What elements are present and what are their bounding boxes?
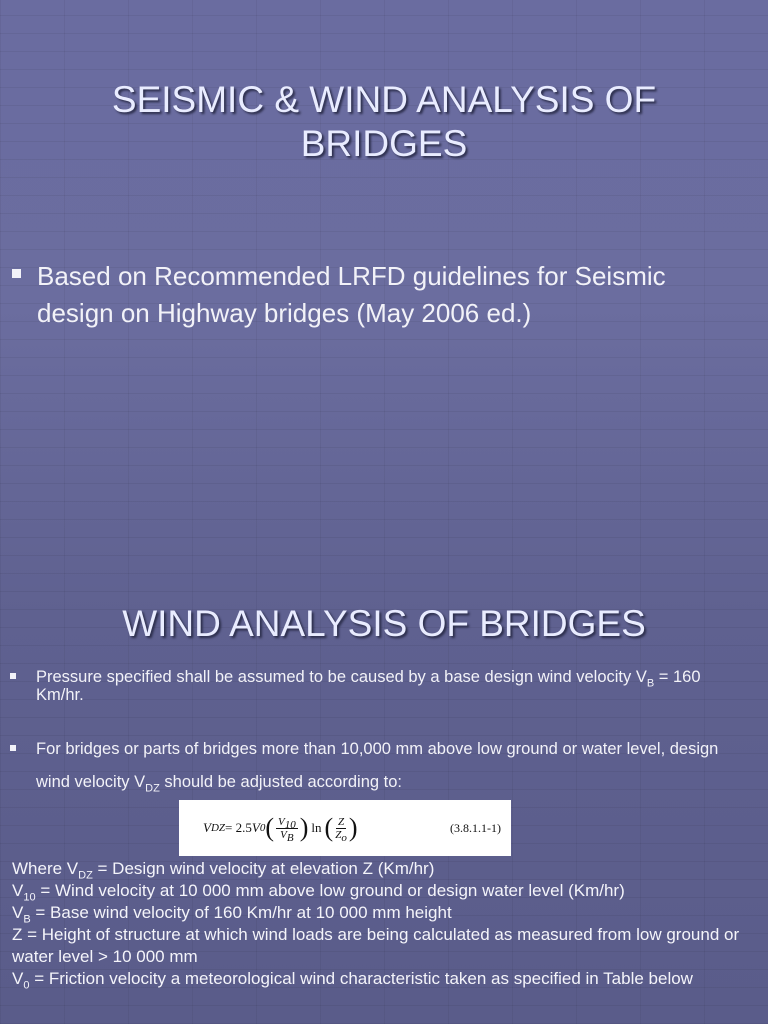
wind-velocity-formula <box>179 800 511 856</box>
equation-number: (3.8.1.1-1) <box>450 820 501 835</box>
bullet-text: Pressure specified shall be assumed to be caused by a base design wind velocity $V_B = 160$ Km/hr. <box>36 668 701 704</box>
definition-line: Z = Height of structure at which wind loads are being calculated as measured from low ground or water level > 10 000 mm <box>12 925 740 966</box>
bullet-square-icon <box>12 269 21 278</box>
slide-2-bullet-1 <box>10 668 748 704</box>
slide-2 <box>0 512 768 1024</box>
bullet-square-icon <box>10 745 16 751</box>
definition-line: Where $V_{DZ}$ = Design wind velocity at elevation Z (Km/hr) <box>12 859 435 882</box>
formula-expression: V DZ = 2.5 V 0 ( $\frac{V_{10}}{V_B}$ ) ln ( $\frac{Z}{Z_o}$ ) <box>203 813 358 844</box>
definition-line: $V_{10}$ = Wind velocity at 10 000 mm above low ground or design water level (Km/hr) <box>12 881 625 904</box>
slide-1-bullet <box>12 258 738 332</box>
definition-line: $V_0$ = Friction velocity a meteorological wind characteristic taken as specified in Table below <box>12 969 693 992</box>
fraction-v10-vb: $\frac{V_{10}}{V_B}$ <box>277 815 296 844</box>
bullet-text: For bridges or parts of bridges more than 10,000 mm above low ground or water level, design wind velocity $V_{DZ}$ should be adjusted according to: <box>36 740 719 795</box>
slide-1-title: SEISMIC & WIND ANALYSIS OF BRIDGES <box>111 79 657 164</box>
bullet-text: Based on Recommended LRFD guidelines for Seismic design on Highway bridges (May 2006 ed.) <box>37 261 666 328</box>
variable-definitions <box>12 858 748 990</box>
fraction-z-zo: $\frac{Z}{Z_o}$ <box>335 815 347 844</box>
definition-line: $V_B$ = Base wind velocity of 160 Km/hr at 10 000 mm height <box>12 903 452 926</box>
slide-2-bullet-2 <box>10 733 748 799</box>
bullet-square-icon <box>10 673 16 679</box>
slide-2-title: WIND ANALYSIS OF BRIDGES <box>122 603 646 644</box>
